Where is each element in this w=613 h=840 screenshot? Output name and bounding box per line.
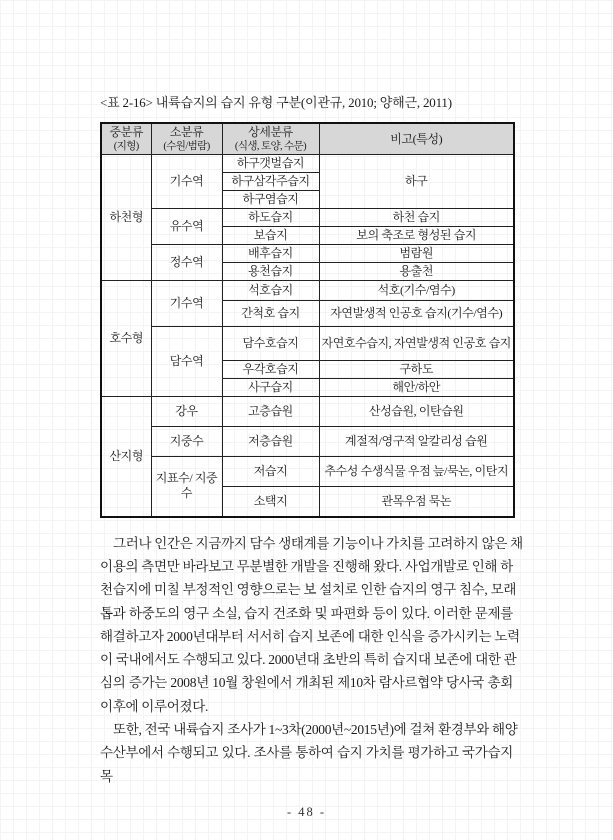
table-row: [101, 209, 514, 227]
cell-note: 범람원: [319, 245, 514, 263]
cell-note: 석호(기수/염수): [319, 281, 514, 301]
header-note: 비고(특성): [319, 123, 514, 155]
cell-note: 용출천: [319, 263, 514, 281]
cell-note: 산성습원, 이탄습원: [319, 397, 514, 427]
header-detail: [222, 123, 319, 155]
cell-detail: 저습지: [222, 457, 319, 487]
cell-detail: 소택지: [222, 487, 319, 517]
paragraph-line: 또한, 전국 내륙습지 조사가 1~3차(2000년~2015년)에 걸쳐 환경부와 해양: [113, 722, 518, 737]
header-subcategory: [151, 123, 222, 155]
cell-detail: 고층습원: [222, 397, 319, 427]
cell-subcategory: 유수역: [151, 209, 222, 245]
cell-detail: 사구습지: [222, 379, 319, 397]
cell-note: 자연호수습지, 자연발생적 인공호 습지: [319, 327, 514, 361]
paragraph-line: 수산부에서 수행되고 있다. 조사를 통하여 습지 가치를 평가하고 국가습지목: [100, 745, 513, 784]
paragraph-line: 톱과 하중도의 영구 소실, 습지 건조화 및 파편화 등이 있다. 이러한 문제를: [100, 605, 513, 621]
cell-detail: 하구염습지: [222, 191, 319, 209]
table-row: [101, 327, 514, 361]
cell-detail: 하구갯벌습지: [222, 155, 319, 173]
page-number: - 48 -: [286, 804, 327, 819]
cell-subcategory: 담수역: [151, 327, 222, 397]
cell-subcategory: 강우: [151, 397, 222, 427]
cell-detail: 우각호습지: [222, 361, 319, 379]
table-row: [101, 457, 514, 487]
paragraph-line: 이 국내에서도 수행되고 있다. 2000년대 초반의 특히 습지대 보존에 대한 관: [100, 652, 517, 668]
cell-subcategory: 기수역: [151, 281, 222, 327]
paragraph-line: 이용의 측면만 바라보고 무분별한 개발을 진행해 왔다. 사업개발로 인해 하: [100, 558, 513, 574]
header-detail-sub: (식생, 토양, 수문): [234, 141, 307, 152]
cell-note: 하천 습지: [319, 209, 514, 227]
cell-detail: 배후습지: [222, 245, 319, 263]
header-category-sub: (지형): [113, 141, 139, 152]
cell-subcategory: 지표수/ 지중수: [151, 457, 222, 517]
table-row: [101, 155, 514, 173]
table-header-row: [101, 123, 514, 155]
cell-note: 추수성 수생식물 우점 늪/묵논, 이탄지: [319, 457, 514, 487]
cell-detail: 보습지: [222, 227, 319, 245]
cell-detail: 저층습원: [222, 427, 319, 457]
header-detail-title: 상세분류: [248, 125, 293, 139]
cell-note: 하구: [319, 155, 514, 209]
cell-detail: 용천습지: [222, 263, 319, 281]
cell-note: 보의 축조로 형성된 습지: [319, 227, 514, 245]
header-category: [101, 123, 151, 155]
body-text: [100, 532, 523, 788]
cell-subcategory: 기수역: [151, 155, 222, 209]
paragraph-line: 그러나 인간은 지금까지 담수 생태계를 기능이나 가치를 고려하지 않은 채: [113, 535, 523, 551]
cell-detail: 하구삼각주습지: [222, 173, 319, 191]
wetland-type-table: [100, 122, 515, 518]
cell-subcategory: 정수역: [151, 245, 222, 281]
paragraph-line: 해결하고자 2000년대부터 서서히 습지 보존에 대한 인식을 증가시키는 노력: [100, 628, 520, 644]
table-row: [101, 245, 514, 263]
table-row: [101, 427, 514, 457]
page-content: [100, 92, 523, 820]
paragraph-line: 심의 증가는 2008년 10월 창원에서 개최된 제10차 람사르협약 당사국 총회: [100, 675, 513, 691]
header-subcategory-title: 소분류: [169, 125, 204, 139]
cell-detail: 하도습지: [222, 209, 319, 227]
table-row: [101, 281, 514, 301]
cell-detail: 간척호 습지: [222, 301, 319, 327]
table-caption: <표 2-16> 내륙습지의 습지 유형 구분(이관규, 2010; 양해근, 2011): [100, 95, 452, 110]
paragraph-line: 이후에 이루어졌다.: [100, 698, 209, 714]
cell-detail: 담수호습지: [222, 327, 319, 361]
table-row: [101, 397, 514, 427]
cell-category: 호수형: [101, 281, 151, 397]
cell-category: 하천형: [101, 155, 151, 281]
header-category-title: 중분류: [109, 125, 144, 139]
cell-detail: 석호습지: [222, 281, 319, 301]
cell-note: 자연발생적 인공호 습지(기수/염수): [319, 301, 514, 327]
cell-subcategory: 지중수: [151, 427, 222, 457]
cell-note: 구하도: [319, 361, 514, 379]
cell-note: 해안/하안: [319, 379, 514, 397]
paragraph-line: 천습지에 미칠 부정적인 영향으로는 보 설치로 인한 습지의 영구 침수, 모래: [100, 582, 517, 598]
header-subcategory-sub: (수원/범람): [163, 141, 210, 152]
cell-note: 계절적/영구적 알칼리성 습원: [319, 427, 514, 457]
cell-category: 산지형: [101, 397, 151, 517]
cell-note: 관목우점 묵논: [319, 487, 514, 517]
